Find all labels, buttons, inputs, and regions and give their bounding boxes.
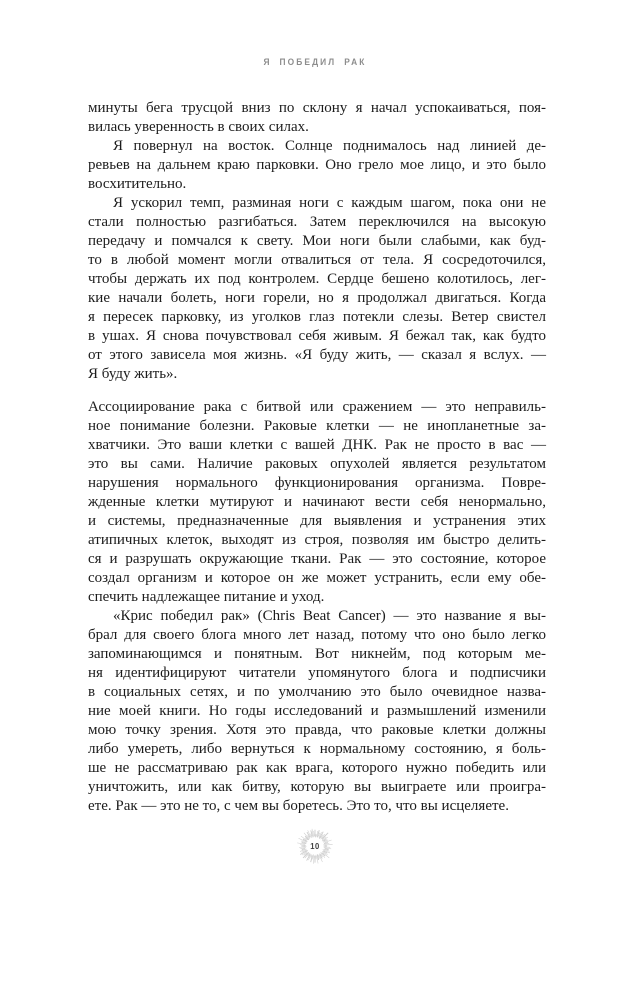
- text-line: атипичных клеток, выходят из строя, позволяя им быстро делить-: [88, 532, 546, 548]
- text-line: от этого зависела моя жизнь. «Я буду жить, — сказал я вслух. —: [88, 347, 546, 363]
- running-head: Я ПОБЕДИЛ РАК: [263, 57, 367, 68]
- text-line: и системы, предназначенные для выявления и устранения этих: [88, 513, 546, 529]
- text-line: ше не рассматриваю рак как врага, которого нужно победить или: [88, 760, 546, 776]
- text-line: создал организм и которое он же может устранить, если ему обе-: [88, 570, 546, 586]
- text-line: ние моей книги. Но годы исследований и размышлений изменили: [88, 703, 546, 719]
- text-line: нарушения нормального функционирования организма. Повре-: [88, 475, 546, 491]
- text-line: хватчики. Это ваши клетки с вашей ДНК. Рак не просто в вас —: [88, 437, 546, 453]
- text-line: ня идентифицируют читатели упомянутого блога и подписчики: [88, 665, 546, 681]
- text-line: в социальных сетях, и по умолчанию это было очевидное назва-: [88, 684, 546, 700]
- text-line: ете. Рак — это не то, с чем вы боретесь. Это то, что вы исцеляете.: [88, 798, 509, 814]
- text-line: «Крис победил рак» (Chris Beat Cancer) — это название я вы-: [113, 608, 546, 624]
- text-line: Я повернул на восток. Солнце поднималось над линией де-: [113, 138, 546, 154]
- text-line: вилась уверенность в своих силах.: [88, 119, 309, 135]
- text-line: чтобы держать их под контролем. Сердце бешено колотилось, лег-: [88, 271, 546, 287]
- text-line: это вы сами. Наличие раковых опухолей является результатом: [88, 456, 546, 472]
- text-line: кие начали болеть, ноги горели, но я продолжал двигаться. Когда: [88, 290, 546, 306]
- paragraph: [88, 398, 546, 607]
- text-line: брал для своего блога много лет назад, потому что оно было легко: [88, 627, 546, 643]
- text-line: я пересек парковку, из уголков глаз потекли слезы. Ветер свистел: [88, 309, 546, 325]
- text-line: восхитительно.: [88, 176, 187, 192]
- paragraph: [88, 99, 546, 137]
- text-line: ревьев на дальнем краю парковки. Оно грело мое лицо, и это было: [88, 157, 546, 173]
- text-line: запоминающимся и понятным. Вот никнейм, под которым ме-: [88, 646, 546, 662]
- text-line: мою точку зрения. Хотя это правда, что раковые клетки должны: [88, 722, 546, 738]
- paragraph: [88, 194, 546, 384]
- sunburst-ornament: [296, 827, 334, 865]
- text-line: ся и разрушать окружающие ткани. Рак — это состояние, которое: [88, 551, 546, 567]
- page-number: 10: [310, 841, 320, 851]
- body-text: [88, 99, 546, 816]
- text-line: передачу и помчался к свету. Мои ноги были слабыми, как буд-: [88, 233, 546, 249]
- text-line: жденные клетки мутируют и начинают вести себя ненормально,: [88, 494, 546, 510]
- text-line: в ушах. Я снова почувствовал себя живым. Я бежал так, как будто: [88, 328, 546, 344]
- text-line: то в любой момент могли отвалиться от тела. Я сосредоточился,: [88, 252, 546, 268]
- text-line: либо умереть, либо вернуться к нормальному состоянию, я боль-: [88, 741, 546, 757]
- text-line: Ассоциирование рака с битвой или сражением — это неправиль-: [88, 399, 546, 415]
- text-line: уничтожить, или как битву, которую вы выиграете или проигра-: [88, 779, 546, 795]
- text-line: стали полностью разгибаться. Затем переключился на высокую: [88, 214, 546, 230]
- text-line: Я ускорил темп, разминая ноги с каждым шагом, пока они не: [113, 195, 546, 211]
- text-line: Я буду жить».: [88, 366, 178, 382]
- text-line: спечить надлежащее питание и уход.: [88, 589, 325, 605]
- paragraph: [88, 137, 546, 194]
- text-line: ное понимание болезни. Раковые клетки — не инопланетные за-: [88, 418, 546, 434]
- text-line: минуты бега трусцой вниз по склону я начал успокаиваться, поя-: [88, 100, 546, 116]
- paragraph: [88, 607, 546, 816]
